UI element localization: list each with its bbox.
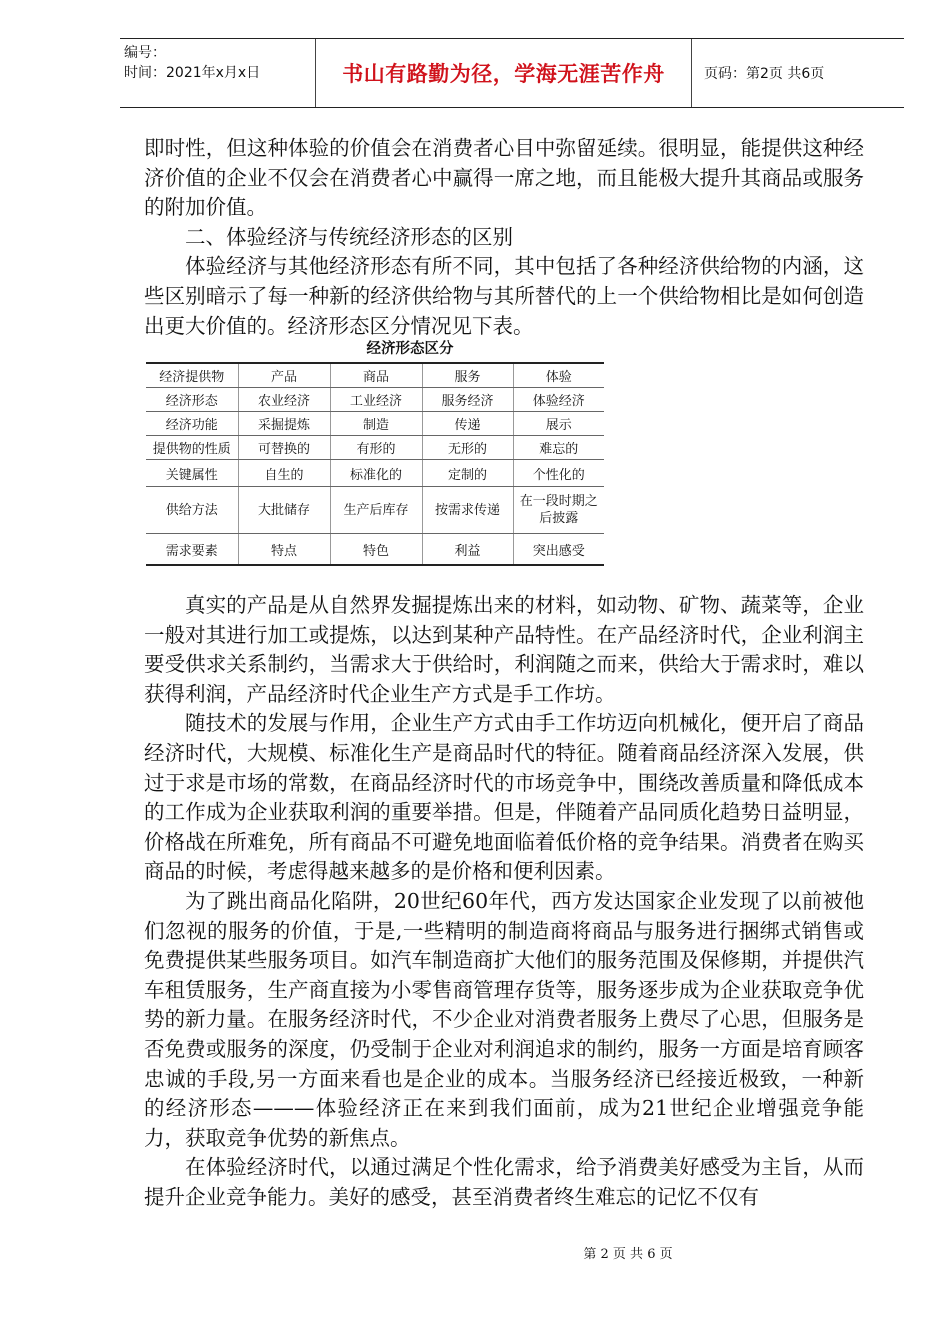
table-row [146,412,604,436]
table-cell: 可替换的 [238,436,330,460]
intro-section [144,134,864,341]
header-motto: 书山有路勤为径，学海无涯苦作舟 [342,62,665,86]
table-cell: 利益 [422,534,513,566]
table-cell: 特点 [238,534,330,566]
serial-label: 编号： [124,45,166,61]
header-page-info: 页码：第2页 共6页 [704,66,825,82]
table-cell: 传递 [422,412,513,436]
table-row [146,363,604,388]
table-cell: 生产后库存 [330,487,422,534]
table-cell: 需求要素 [146,534,238,566]
table-cell: 经济功能 [146,412,238,436]
table-cell: 有形的 [330,436,422,460]
body-paragraph: 为了跳出商品化陷阱，20世纪60年代，西方发达国家企业发现了以前被他们忽视的服务的价值，于是,一些精明的制造商将商品与服务进行捆绑式销售或免费提供某些服务项目。如汽车制造商扩大他们的服务范围及保修期，并提供汽车租赁服务，生产商直接为小零售商管理存货等，服务逐步成为企业获取竞争优势的新力量。在服务经济时代，不少企业对消费者服务上费尽了心思，但服务是否免费或服务的深度，仍受制于企业对利润追求的制约，服务一方面是培育顾客忠诚的手段,另一方面来看也是企业的成本。当服务经济已经接近极致，一种新的经济形态———体验经济正在来到我们面前，成为21世纪企业增强竞争能力，获取竞争优势的新焦点。 [144,888,864,1150]
section-paragraph: 体验经济与其他经济形态有所不同，其中包括了各种经济供给物的内涵，这些区别暗示了每一种新的经济供给物与其所替代的上一个供给物相比是如何创造出更大价值的。经济形态区分情况见下表。 [144,254,864,338]
table-cell: 特色 [330,534,422,566]
table-cell: 服务经济 [422,388,513,412]
table-cell: 展示 [513,412,604,436]
table-cell: 体验 [513,363,604,388]
table-cell: 大批储存 [238,487,330,534]
page-header [120,38,904,108]
table-cell: 提供物的性质 [146,436,238,460]
table-cell: 产品 [238,363,330,388]
table-row [146,436,604,460]
table-row [146,388,604,412]
table-cell: 商品 [330,363,422,388]
table-cell: 按需求传递 [422,487,513,534]
table-cell: 自生的 [238,460,330,487]
time-label: 时间：2021年x月x日 [124,65,261,81]
header-meta [120,39,316,107]
table-cell: 体验经济 [513,388,604,412]
section-heading: 二、体验经济与传统经济形态的区别 [185,224,513,249]
economy-forms-table [146,362,604,566]
table-cell: 难忘的 [513,436,604,460]
table-cell: 经济提供物 [146,363,238,388]
main-body [144,591,864,1212]
intro-paragraph: 即时性，但这种体验的价值会在消费者心目中弥留延续。很明显，能提供这种经济价值的企业不仅会在消费者心中赢得一席之地，而且能极大提升其商品或服务的附加价值。 [144,136,864,220]
body-paragraph: 真实的产品是从自然界发掘提炼出来的材料，如动物、矿物、蔬菜等，企业一般对其进行加工或提炼，以达到某种产品特性。在产品经济时代，企业利润主要受供求关系制约，当需求大于供给时，利润随之而来，供给大于需求时，难以获得利润，产品经济时代企业生产方式是手工作坊。 [144,593,864,706]
table-cell: 在一段时期之后披露 [513,487,604,534]
table-cell: 采掘提炼 [238,412,330,436]
table-cell: 工业经济 [330,388,422,412]
table-cell: 服务 [422,363,513,388]
page-number: 第 2 页 共 6 页 [583,1247,673,1262]
header-motto-cell [316,39,692,107]
table-title: 经济形态区分 [366,341,454,357]
table-cell: 标准化的 [330,460,422,487]
table-cell: 突出感受 [513,534,604,566]
table-cell: 定制的 [422,460,513,487]
economy-table-block [146,336,604,566]
page-footer [0,1243,950,1262]
table-row [146,534,604,566]
table-cell: 制造 [330,412,422,436]
table-cell: 个性化的 [513,460,604,487]
table-row [146,460,604,487]
table-cell: 无形的 [422,436,513,460]
body-paragraph: 随技术的发展与作用，企业生产方式由手工作坊迈向机械化，便开启了商品经济时代，大规模、标准化生产是商品时代的特征。随着商品经济深入发展，供过于求是市场的常数，在商品经济时代的市场竞争中，围绕改善质量和降低成本的工作成为企业获取利润的重要举措。但是，伴随着产品同质化趋势日益明显，价格战在所难免，所有商品不可避免地面临着低价格的竞争结果。消费者在购买商品的时候，考虑得越来越多的是价格和便利因素。 [144,711,864,884]
table-cell: 关键属性 [146,460,238,487]
table-cell: 农业经济 [238,388,330,412]
table-row [146,487,604,534]
table-cell: 供给方法 [146,487,238,534]
table-cell: 经济形态 [146,388,238,412]
body-paragraph: 在体验经济时代，以通过满足个性化需求，给予消费美好感受为主旨，从而提升企业竞争能力。美好的感受，甚至消费者终生难忘的记忆不仅有 [144,1155,864,1209]
